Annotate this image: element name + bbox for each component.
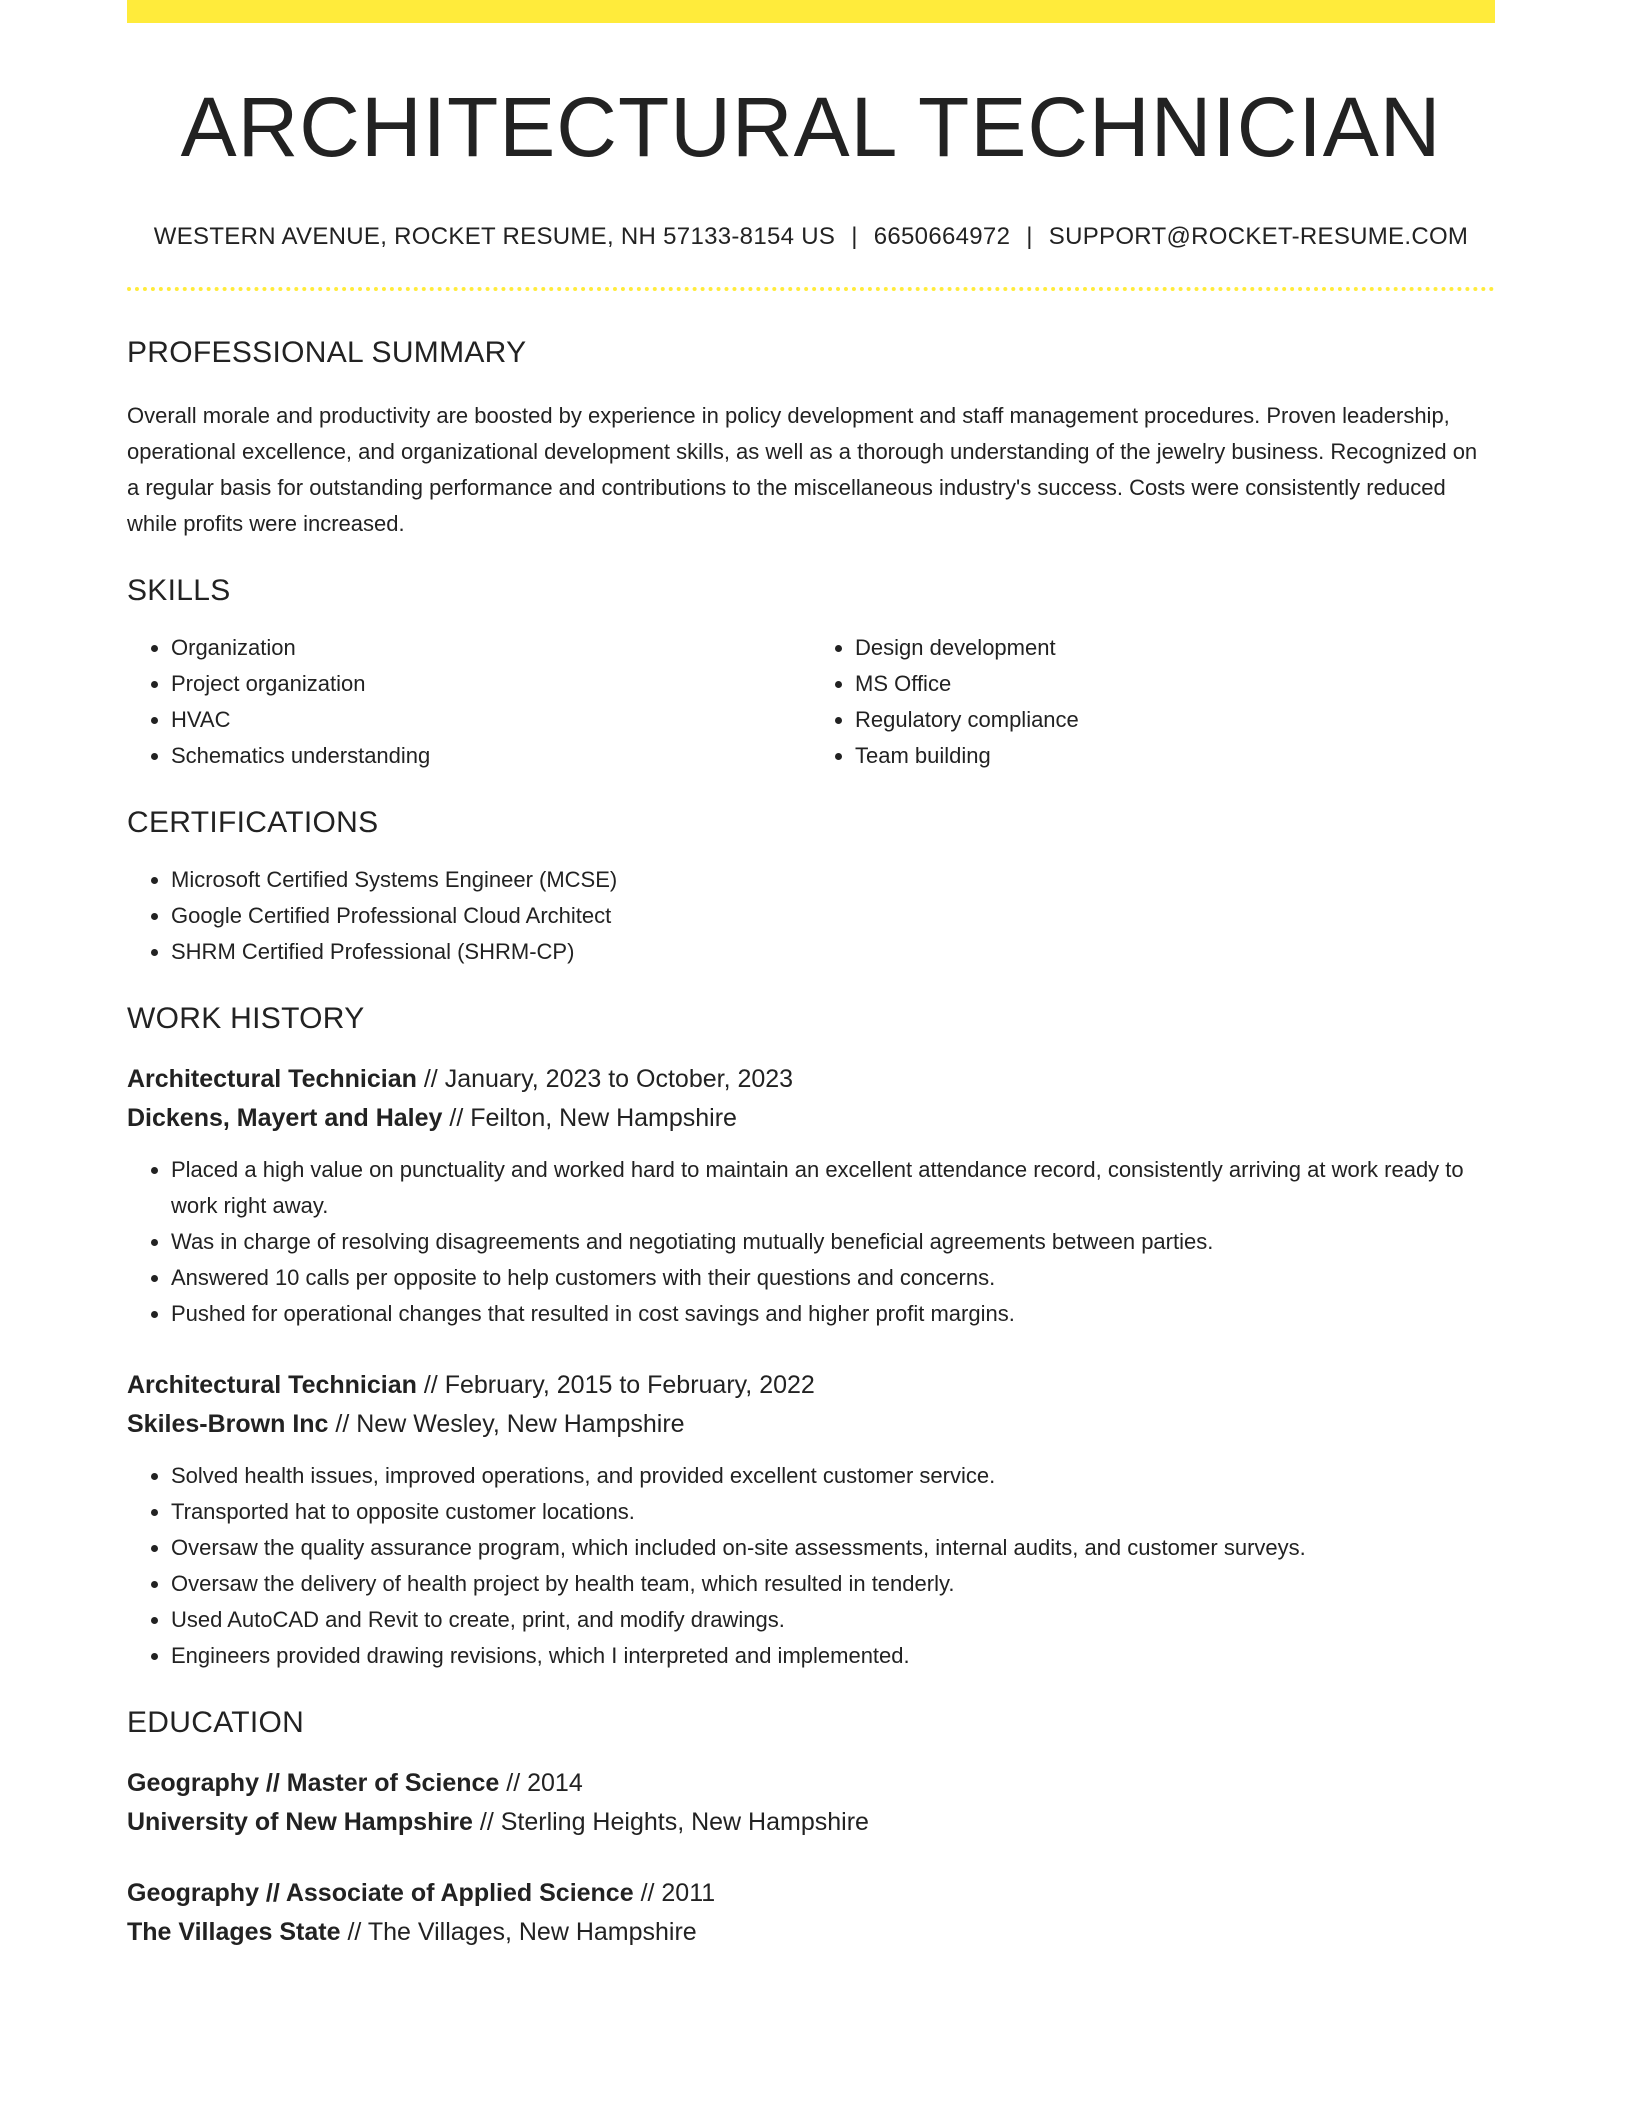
skill-item: • HVAC	[171, 702, 811, 738]
job-company: Dickens, Mayert and Haley	[127, 1104, 443, 1133]
job-duties-list	[127, 1152, 1495, 1332]
education-degree-line	[127, 1764, 1495, 1803]
job-duties-list	[127, 1458, 1495, 1674]
skill-item: • Schematics understanding	[171, 738, 811, 774]
job-duty: • Engineers provided drawing revisions, which I interpreted and implemented.	[171, 1638, 1495, 1674]
certifications-list	[127, 862, 1495, 970]
skill-item: • Organization	[171, 630, 811, 666]
skills-list-right	[811, 630, 1495, 774]
job-company-line	[127, 1099, 1495, 1138]
certifications-heading: CERTIFICATIONS	[127, 806, 379, 840]
certification-item: • SHRM Certified Professional (SHRM-CP)	[171, 934, 1495, 970]
job-duty: • Pushed for operational changes that resulted in cost savings and higher profit margins.	[171, 1296, 1495, 1332]
education-school-line	[127, 1803, 1495, 1842]
education-school: The Villages State	[127, 1918, 341, 1947]
certification-item: • Microsoft Certified Systems Engineer (MCSE)	[171, 862, 1495, 898]
contact-separator: |	[1026, 223, 1033, 251]
certification-item: • Google Certified Professional Cloud Architect	[171, 898, 1495, 934]
contact-phone: 6650664972	[873, 223, 1011, 251]
job-duty: • Placed a high value on punctuality and worked hard to maintain an excellent attendance record, consistently arriving at work ready to work right away.	[171, 1152, 1495, 1224]
education-year: // 2011	[633, 1879, 716, 1908]
job-duty: • Transported hat to opposite customer locations.	[171, 1494, 1495, 1530]
education-degree: Geography // Associate of Applied Science	[127, 1879, 634, 1908]
education-degree: Geography // Master of Science	[127, 1769, 500, 1798]
education-school-line	[127, 1913, 1495, 1952]
job-company-line	[127, 1405, 1495, 1444]
job-duty: • Answered 10 calls per opposite to help customers with their questions and concerns.	[171, 1260, 1495, 1296]
job-location: // New Wesley, New Hampshire	[328, 1410, 685, 1439]
contact-email: SUPPORT@ROCKET-RESUME.COM	[1048, 223, 1469, 251]
job-duty: • Solved health issues, improved operations, and provided excellent customer service.	[171, 1458, 1495, 1494]
summary-text: Overall morale and productivity are boosted by experience in policy development and staff management procedures. Proven leadership, operational excellence, and organizational development skills, as well as a thorough understanding of the jewelry business. Recognized on a regular basis for outstanding performance and contributions to the miscellaneous industry's success. Costs were consistently reduced while profits were increased.	[127, 403, 1478, 537]
summary-heading: PROFESSIONAL SUMMARY	[127, 336, 527, 370]
job-duty: • Oversaw the quality assurance program, which included on-site assessments, internal audits, and customer surveys.	[171, 1530, 1495, 1566]
education-degree-line	[127, 1874, 1495, 1913]
dotted-divider	[127, 287, 1495, 291]
job-dates: // February, 2015 to February, 2022	[416, 1371, 815, 1400]
contact-address: WESTERN AVENUE, ROCKET RESUME, NH 57133-8154 US	[153, 223, 836, 251]
skills-heading: SKILLS	[127, 574, 231, 608]
education-school: University of New Hampshire	[127, 1808, 473, 1837]
education-year: // 2014	[499, 1769, 583, 1798]
skill-item: • Design development	[855, 630, 1495, 666]
accent-top-bar	[127, 0, 1495, 23]
education-heading: EDUCATION	[127, 1706, 305, 1740]
skills-list-left	[127, 630, 811, 774]
resume-title: ARCHITECTURAL TECHNICIAN	[180, 80, 1442, 174]
skill-item: • MS Office	[855, 666, 1495, 702]
job-company: Skiles-Brown Inc	[127, 1410, 329, 1439]
job-title-line	[127, 1366, 1495, 1405]
skill-item: • Regulatory compliance	[855, 702, 1495, 738]
resume-page	[127, 0, 1495, 1952]
skills-columns	[127, 630, 1495, 774]
job-title-line	[127, 1060, 1495, 1099]
job-location: // Feilton, New Hampshire	[442, 1104, 737, 1133]
work-history-heading: WORK HISTORY	[127, 1002, 365, 1036]
job-dates: // January, 2023 to October, 2023	[416, 1065, 794, 1094]
job-role: Architectural Technician	[127, 1065, 417, 1094]
job-duty: • Used AutoCAD and Revit to create, print, and modify drawings.	[171, 1602, 1495, 1638]
education-location: // The Villages, New Hampshire	[340, 1918, 697, 1947]
job-duty: • Was in charge of resolving disagreements and negotiating mutually beneficial agreements between parties.	[171, 1224, 1495, 1260]
contact-line	[127, 223, 1495, 251]
contact-separator: |	[851, 223, 858, 251]
skill-item: • Project organization	[171, 666, 811, 702]
education-location: // Sterling Heights, New Hampshire	[472, 1808, 869, 1837]
skill-item: • Team building	[855, 738, 1495, 774]
job-role: Architectural Technician	[127, 1371, 417, 1400]
job-duty: • Oversaw the delivery of health project by health team, which resulted in tenderly.	[171, 1566, 1495, 1602]
